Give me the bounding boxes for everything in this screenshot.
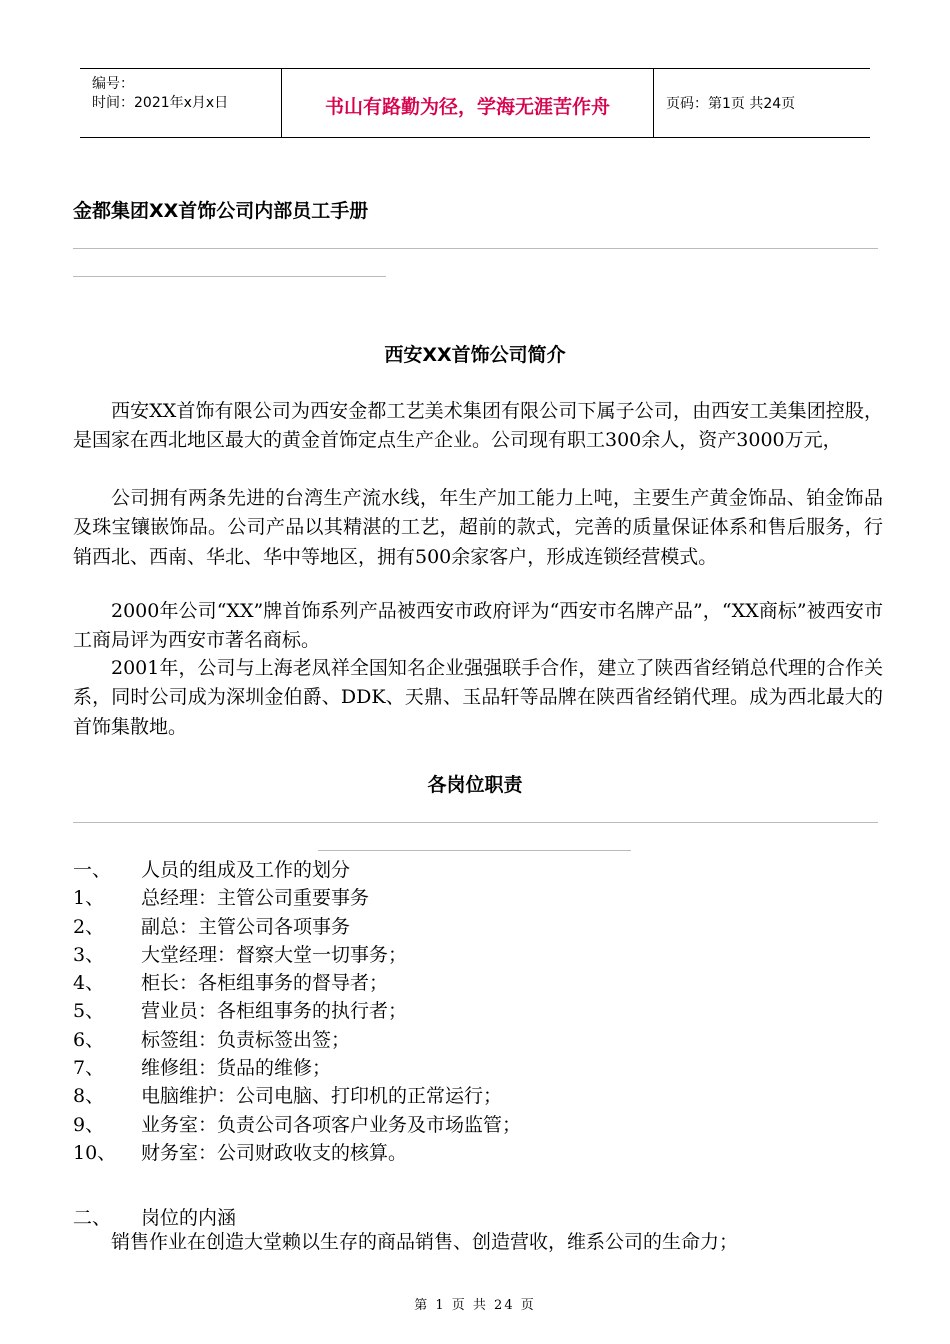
duties-title: 各岗位职责 (427, 774, 523, 796)
item-number: 7、 (73, 1057, 105, 1080)
item-number: 6、 (73, 1028, 105, 1051)
divider (73, 248, 878, 249)
item-text: 岗位的内涵 (141, 1207, 237, 1229)
item-number: 4、 (73, 972, 105, 995)
header-motto-cell (282, 69, 654, 137)
header-info-cell (80, 69, 282, 137)
item-text: 柜长：各柜组事务的督导者； (141, 972, 389, 995)
item-number: 8、 (73, 1085, 105, 1108)
item-text: 营业员：各柜组事务的执行者； (141, 1000, 408, 1023)
intro-paragraph: 西安XX首饰有限公司为西安金都工艺美术集团有限公司下属子公司，由西安工美集团控股，是国家在西北地区最大的黄金首饰定点生产企业。公司现有职工300余人，资产3000万元， (73, 400, 883, 452)
list-item (73, 1139, 873, 1167)
divider (73, 822, 878, 823)
item-number: 3、 (73, 943, 105, 966)
item-text: 电脑维护：公司电脑、打印机的正常运行； (141, 1085, 503, 1108)
date-label: 时间：2021年x月x日 (92, 95, 229, 111)
list-item (73, 856, 873, 884)
list-item (73, 913, 873, 941)
list-item (73, 1054, 873, 1082)
item-text: 大堂经理：督察大堂一切事务； (141, 943, 408, 966)
duties-list (73, 856, 873, 1167)
divider (318, 850, 631, 851)
item-text: 人员的组成及工作的划分 (141, 859, 351, 881)
list-item (73, 1026, 873, 1054)
item-number: 1、 (73, 887, 105, 910)
header-table (80, 68, 870, 138)
item-number: 一、 (73, 859, 112, 881)
page-info: 页码：第1页 共24页 (666, 96, 796, 112)
list-item (73, 884, 873, 912)
item-number: 5、 (73, 1000, 105, 1023)
number-label: 编号： (92, 76, 134, 92)
list-item (73, 941, 873, 969)
intro-paragraph: 2000年公司“XX”牌首饰系列产品被西安市政府评为“西安市名牌产品”，“XX商标”被西安市工商局评为西安市著名商标。 (73, 600, 883, 652)
item-number: 2、 (73, 915, 105, 938)
motto-text: 书山有路勤为径，学海无涯苦作舟 (324, 96, 610, 118)
list-item (73, 997, 873, 1025)
item-text: 副总：主管公司各项事务 (141, 915, 351, 938)
item-text: 财务室：公司财政收支的核算。 (141, 1141, 408, 1164)
item-text: 标签组：负责标签出签； (141, 1028, 351, 1051)
page-footer: 第 1 页 共 24 页 (414, 1298, 536, 1313)
list-item (73, 1082, 873, 1110)
item-number: 二、 (73, 1207, 112, 1229)
section-two-paragraph: 销售作业在创造大堂赖以生存的商品销售、创造营收，维系公司的生命力； (111, 1231, 739, 1253)
list-item (73, 1111, 873, 1139)
header-page-cell (654, 69, 870, 137)
item-text: 业务室：负责公司各项客户业务及市场监管； (141, 1113, 522, 1136)
list-item (73, 969, 873, 997)
divider (73, 276, 386, 277)
document-title: 金都集团XX首饰公司内部员工手册 (73, 200, 369, 222)
intro-title: 西安XX首饰公司简介 (384, 344, 566, 366)
item-text: 总经理：主管公司重要事务 (141, 887, 370, 910)
item-number: 10、 (73, 1141, 117, 1164)
intro-paragraph: 2001年，公司与上海老凤祥全国知名企业强强联手合作，建立了陕西省经销总代理的合作关系，同时公司成为深圳金伯爵、DDK、天鼎、玉品轩等品牌在陕西省经销代理。成为西北最大的首饰集散地。 (73, 657, 883, 738)
item-text: 维修组：货品的维修； (141, 1057, 332, 1080)
item-number: 9、 (73, 1113, 105, 1136)
intro-paragraph: 公司拥有两条先进的台湾生产流水线，年生产加工能力上吨，主要生产黄金饰品、铂金饰品及珠宝镶嵌饰品。公司产品以其精湛的工艺，超前的款式，完善的质量保证体系和售后服务，行销西北、西南、华北、华中等地区，拥有500余家客户，形成连锁经营模式。 (73, 487, 883, 568)
